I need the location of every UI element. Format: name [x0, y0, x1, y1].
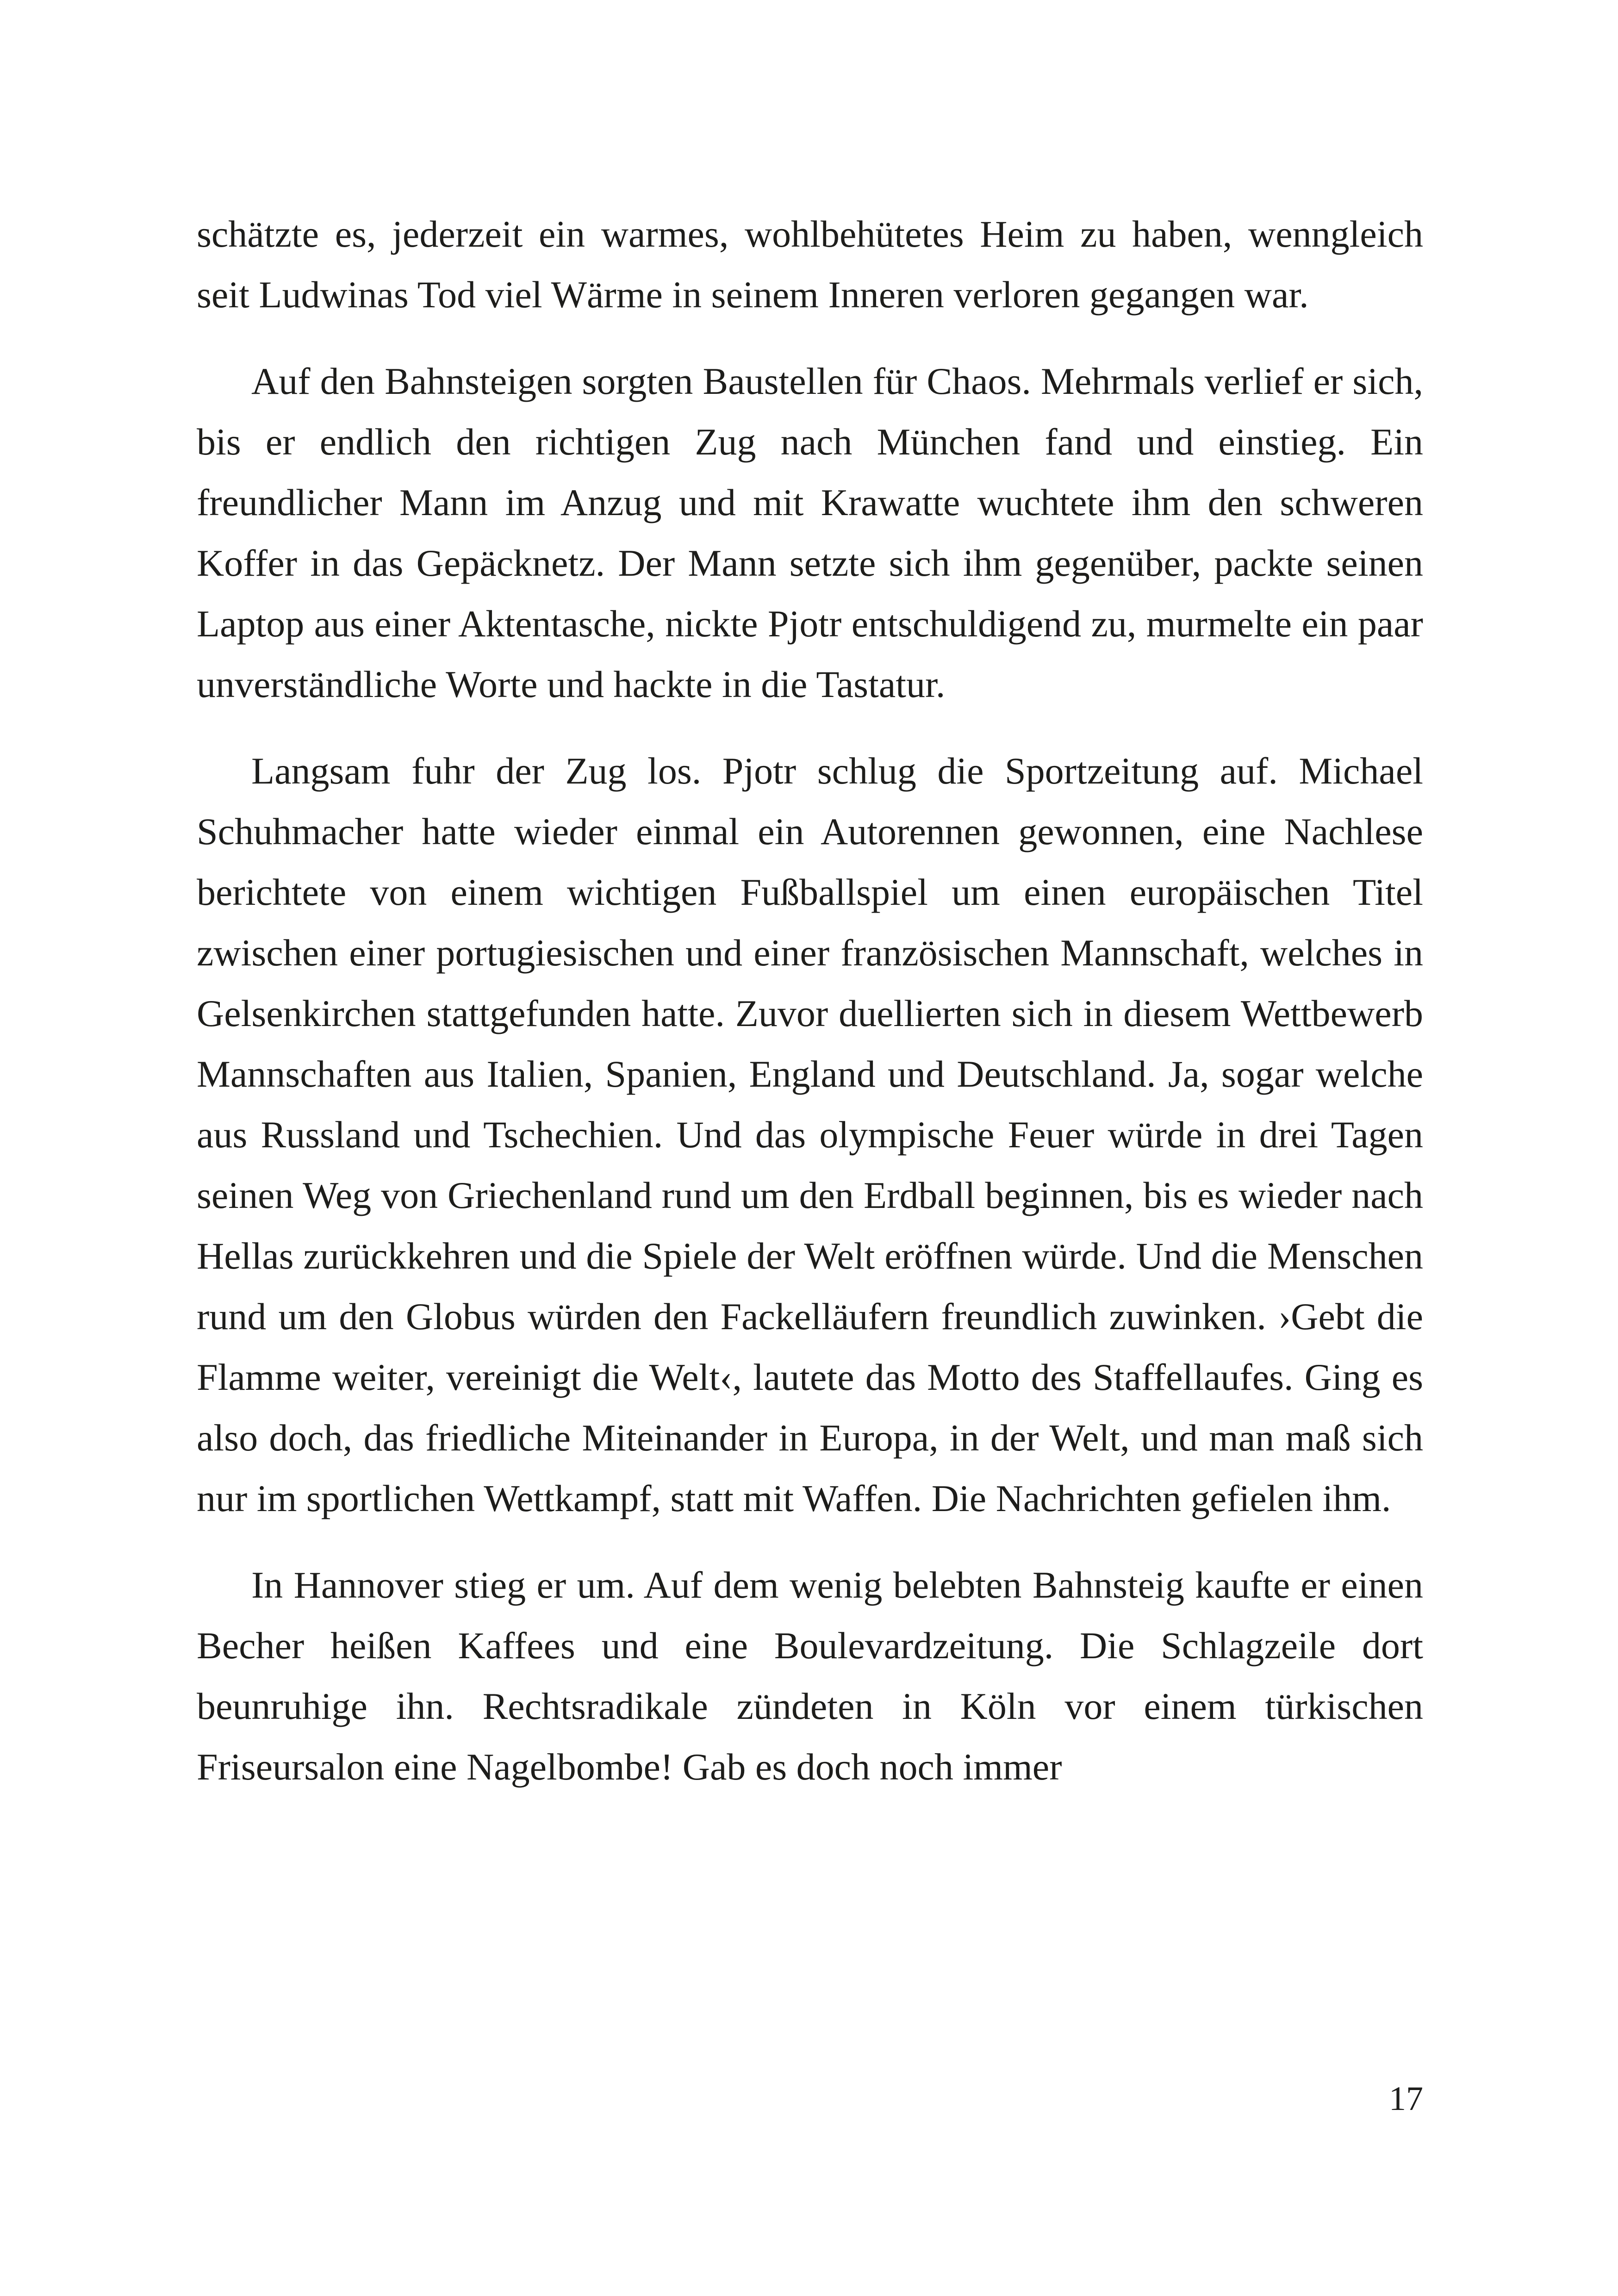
body-text [197, 204, 1423, 1823]
paragraph-3: Langsam fuhr der Zug los. Pjotr schlug die Sportzeitung auf. Michael Schuhmacher hatte wieder einmal ein Autorennen gewonnen, eine Nachlese berichtete von einem wichtigen Fußballspiel um einen europäischen Titel zwischen einer portugiesischen und einer französischen Mannschaft, welches in Gelsenkirchen stattgefunden hatte. Zuvor duellierten sich in diesem Wettbewerb Mannschaften aus Italien, Spanien, England und Deutschland. Ja, sogar welche aus Russland und Tschechien. Und das olympische Feuer würde in drei Tagen seinen Weg von Griechenland rund um den Erdball beginnen, bis es wieder nach Hellas zurückkehren und die Spiele der Welt eröffnen würde. Und die Menschen rund um den Globus würden den Fackelläufern freundlich zuwinken. ›Gebt die Flamme weiter, vereinigt die Welt‹, lautete das Motto des Staffellaufes. Ging es also doch, das friedliche Miteinander in Europa, in der Welt, und man maß sich nur im sportlichen Wettkampf, statt mit Waffen. Die Nachrichten gefielen ihm. [197, 750, 1423, 1519]
page-number: 17 [1389, 2080, 1423, 2118]
paragraph-4: In Hannover stieg er um. Auf dem wenig belebten Bahnsteig kaufte er einen Becher heißen Kaffees und eine Boulevardzeitung. Die Schlagzeile dort beunruhige ihn. Rechtsradikale zündeten in Köln vor einem türkischen Friseursalon eine Nagelbombe! Gab es doch noch immer [197, 1564, 1423, 1788]
paragraph-2: Auf den Bahnsteigen sorgten Baustellen für Chaos. Mehrmals verlief er sich, bis er endlich den richtigen Zug nach München fand und einstieg. Ein freundlicher Mann im Anzug und mit Krawatte wuchtete ihm den schweren Koffer in das Gepäcknetz. Der Mann setzte sich ihm gegenüber, packte seinen Laptop aus einer Aktentasche, nickte Pjotr entschuldigend zu, murmelte ein paar unverständliche Worte und hackte in die Tastatur. [197, 360, 1423, 705]
paragraph-1: schätzte es, jederzeit ein warmes, wohlbehütetes Heim zu haben, wenngleich seit Ludwinas Tod viel Wärme in seinem Inneren verloren gegangen war. [197, 213, 1423, 316]
